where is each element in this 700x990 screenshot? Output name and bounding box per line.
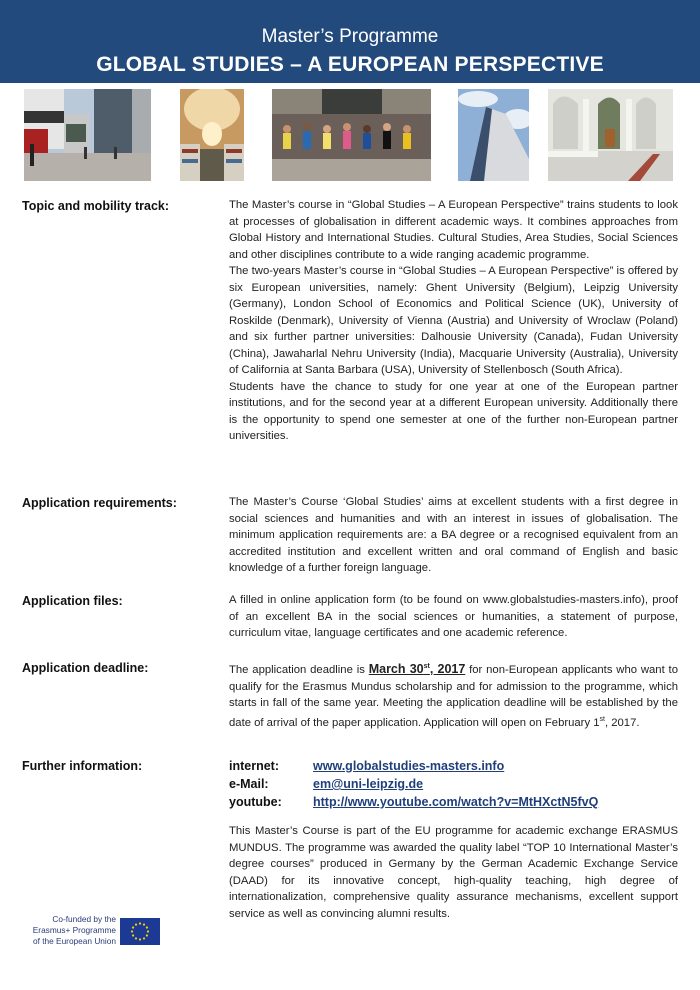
deadline-label: Application deadline:: [22, 661, 149, 675]
topic-paragraph-1: The Master’s course in “Global Studies – A European Perspective” trains students to look at processes of globalisation in different academic ways. It combines approaches from Global History and International Studies. Cultural Studies, Area Studies, Social Sciences and other disciplines contribute to a wide ranging academic programme.: [229, 199, 678, 261]
eu-star: [146, 926, 148, 928]
eu-star: [132, 934, 134, 936]
campus-building-photo: [24, 89, 151, 181]
programme-subtitle: Master’s Programme: [261, 26, 439, 47]
eu-star: [143, 937, 145, 939]
email-key: e-Mail:: [229, 777, 269, 791]
topic-text: [229, 197, 678, 445]
deadline-text: [229, 659, 678, 731]
eu-text-line-3: of the European Union: [32, 936, 116, 946]
eu-text-line-2: Erasmus+ Programme: [32, 925, 116, 935]
internet-key: internet:: [229, 759, 279, 773]
eu-star: [143, 923, 145, 925]
eu-cofunded-text: [28, 914, 116, 947]
eu-star: [132, 926, 134, 928]
eu-star: [135, 937, 137, 939]
topic-paragraph-3: Students have the chance to study for one year at one of the European partner institutions, and for the second year at a different European university. Additionally there is the opportunity to spend one semester at one of the further non-European partner universities.: [229, 380, 678, 442]
programme-title: GLOBAL STUDIES – A EUROPEAN PERSPECTIVE: [96, 53, 604, 76]
contact-row-youtube: [229, 793, 598, 811]
header-banner: [0, 0, 700, 83]
open-date-year: , 2017.: [604, 716, 640, 729]
website-link[interactable]: www.globalstudies-masters.info: [313, 759, 505, 773]
youtube-key: youtube:: [229, 795, 282, 809]
eu-text-line-1: Co-funded by the: [52, 914, 116, 924]
eu-flag-icon: [120, 918, 160, 945]
eu-star: [139, 922, 141, 924]
contact-row-internet: [229, 757, 598, 775]
library-hall-photo: [180, 89, 244, 181]
eu-star: [139, 938, 141, 940]
youtube-link[interactable]: http://www.youtube.com/watch?v=MtHXctN5fvQ: [313, 795, 599, 809]
requirements-label: Application requirements:: [22, 496, 177, 510]
deadline-date: [369, 662, 466, 676]
university-courtyard-photo: [548, 89, 673, 181]
deadline-text-intro: The application deadline is: [229, 664, 369, 677]
skyscraper-photo: [458, 89, 529, 181]
email-link[interactable]: em@uni-leipzig.de: [313, 777, 424, 791]
requirements-text: The Master’s Course ‘Global Studies’ aims at excellent students with a first degree in social sciences and humanities and with an interest in issues of globalisation. The minimum application requirements are: a BA degree or a recognised equivalent from an accredited institution and excellent written and oral command of English and basic knowledge of a further foreign language.: [229, 496, 678, 574]
further-info-label: Further information:: [22, 759, 143, 773]
erasmus-description: This Master’s Course is part of the EU programme for academic exchange ERASMUS MUNDUS. The programme was awarded the quality label “TOP 10 International Master’s degree courses” produced in Germany by the German Academic Exchange Service (DAAD) for its innovative concept, high-quality teaching, high degree of internationalization, comprehensive quality assurance mechanisms, excellent support service as well as convincing alumni results.: [229, 825, 678, 920]
contact-row-email: [229, 775, 598, 793]
files-label: Application files:: [22, 594, 123, 608]
eu-star: [131, 930, 133, 932]
deadline-date-year: , 2017: [429, 662, 466, 677]
deadline-text-rest: for non-European applicants who want to qualify for the Erasmus Mundus scholarship and for admission to the programme, which starts in fall of the same year. Meeting the application deadline will be established by the date of arrival of the paper application. Application will open on February 1: [229, 664, 678, 729]
eu-star: [147, 930, 149, 932]
contact-info: [229, 757, 598, 811]
topic-paragraph-2: The two-years Master’s course in “Global Studies – A European Perspective” is offered by six European universities, namely: Ghent University (Belgium), Leipzig University (Germany), London School of Economics and Political Science (UK), University of Roskilde (Denmark), University of Vienna (Austria) and University of Wroclaw (Poland) and six further partner universities: Dalhousie University (Canada), Fudan University (China), Jawaharlal Nehru University (India), Macquarie University (Australia), University of California at Santa Barbara (USA), University of Stellenbosch (South Africa).: [229, 265, 678, 376]
files-text: A filled in online application form (to be found on www.globalstudies-masters.info), proof of an excellent BA in the social sciences or humanities, a statement of purpose, curriculum vitae, language certificates and one academic reference.: [229, 594, 678, 639]
open-date-suffix: st: [599, 715, 605, 723]
deadline-date-day: March 30: [368, 662, 424, 677]
eu-star: [146, 934, 148, 936]
topic-label: Topic and mobility track:: [22, 199, 170, 213]
student-group-photo: [272, 89, 431, 181]
eu-star: [135, 923, 137, 925]
deadline-date-suffix: st: [423, 663, 430, 670]
